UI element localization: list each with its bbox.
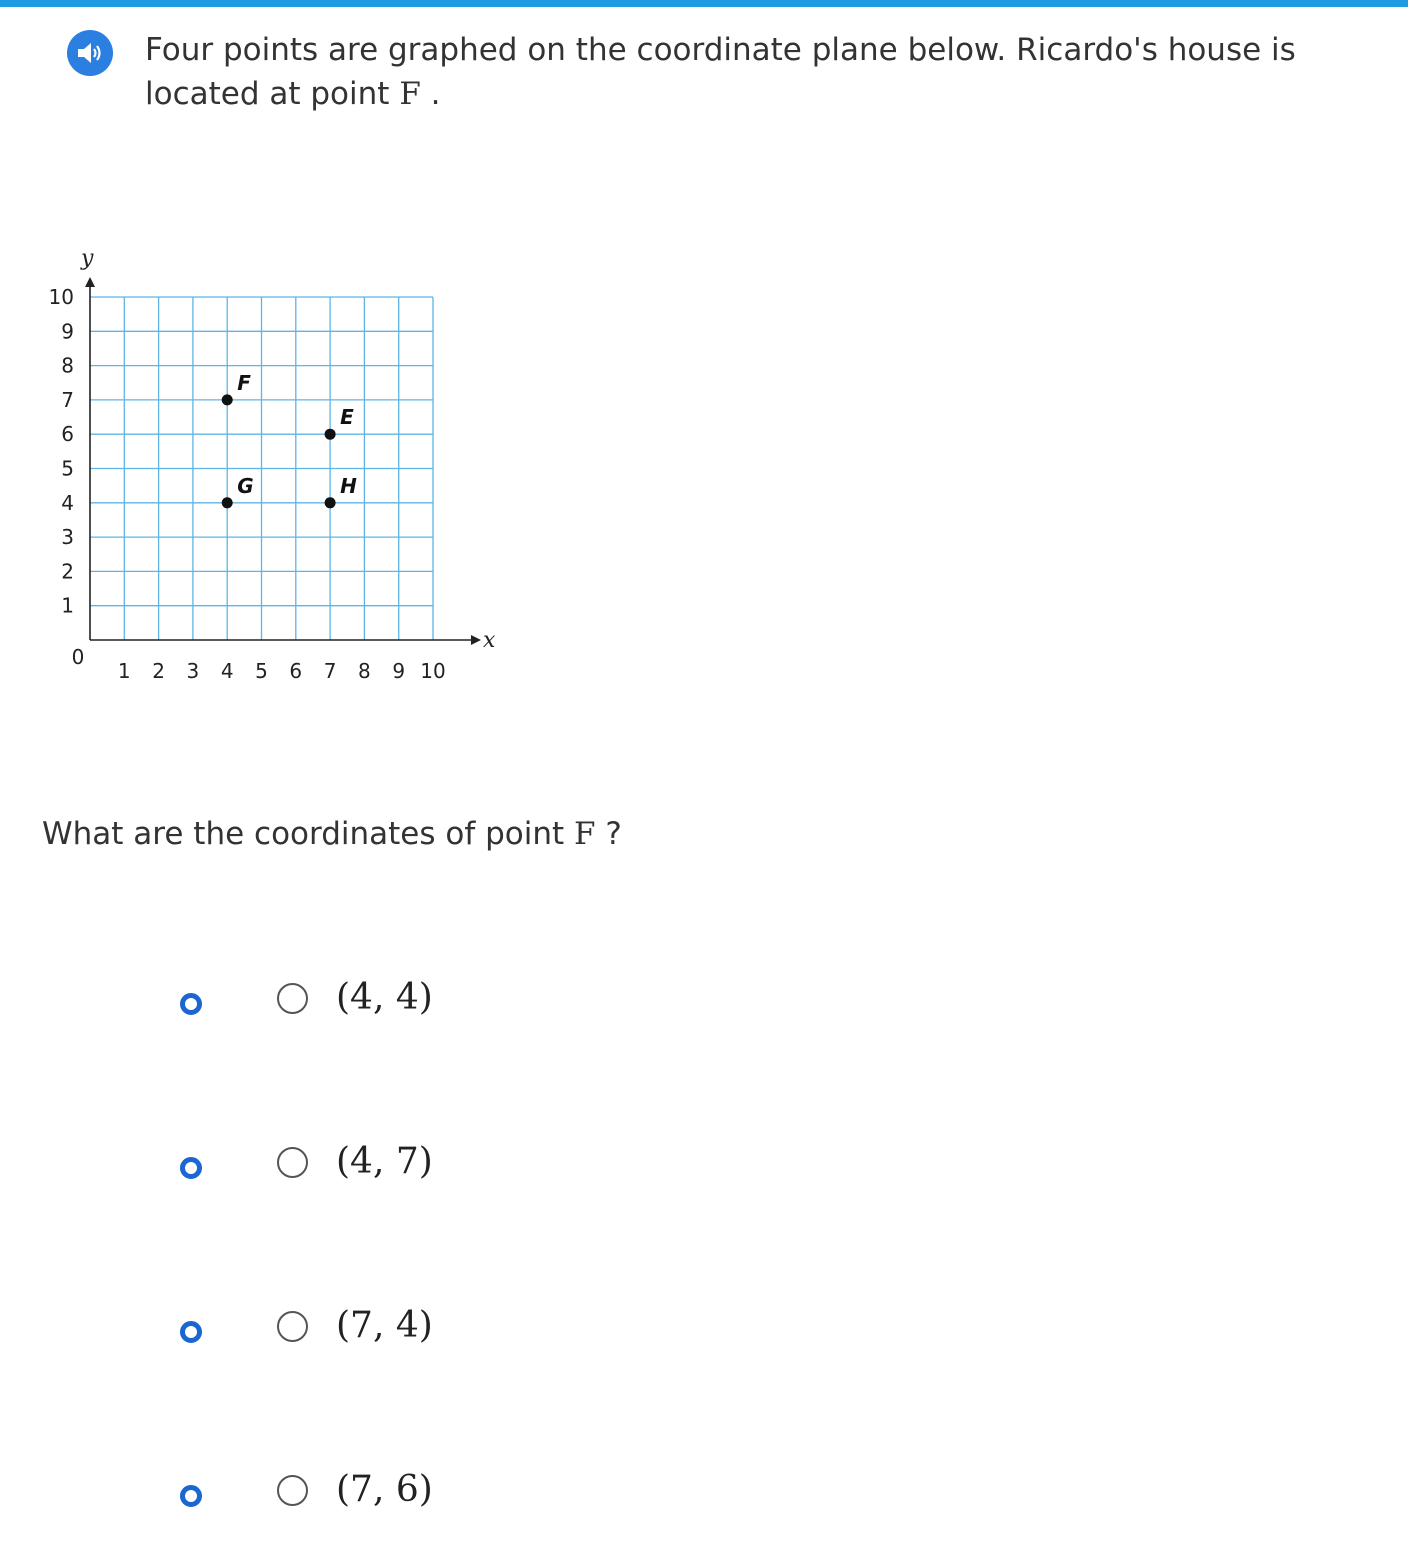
prompt-main: What are the coordinates of point [42,816,565,852]
radio-button[interactable] [277,1147,308,1178]
choice-label: (4, 7) [336,1141,433,1182]
prompt-point-name: F [574,816,596,852]
point-e [325,429,336,440]
point-h [325,497,336,508]
point-label-f: F [237,370,251,395]
choice-label: (4, 4) [336,977,433,1018]
y-tick-label: 7 [61,387,74,412]
speaker-icon [75,40,105,66]
y-tick-label: 5 [61,456,74,481]
x-axis-arrow [471,635,481,645]
x-tick-label: 10 [420,659,446,683]
y-axis-arrow [85,277,95,287]
x-tick-label: 1 [117,659,131,683]
question-point-name: F [399,76,421,112]
y-tick-label: 9 [61,319,74,344]
y-tick-label: 8 [61,353,74,378]
choice-option-1[interactable] [0,968,700,1038]
point-g [222,497,233,508]
point-label-h: H [340,473,357,498]
x-tick-label: 6 [289,659,303,683]
x-axis-label: x [483,628,496,653]
y-tick-label: 10 [48,285,74,309]
prompt-text [42,812,622,856]
y-tick-label: 4 [61,490,74,515]
choice-option-4[interactable] [0,1460,700,1530]
y-tick-label: 6 [61,422,74,447]
x-tick-label: 7 [323,659,337,683]
prompt-end: ? [595,816,622,852]
x-tick-label: 9 [392,659,406,683]
question-end: . [420,76,441,112]
question-intro: Four points are graphed on the coordinate plane below. Ricardo's house is located at point [145,32,1296,112]
y-tick-label: 2 [61,559,74,584]
choice-option-2[interactable] [0,1132,700,1202]
x-tick-label: 5 [255,659,268,683]
radio-button[interactable] [277,1311,308,1342]
x-tick-label: 2 [152,659,165,683]
x-tick-label: 3 [186,659,200,683]
option-marker-icon [180,1157,202,1179]
audio-button[interactable] [67,30,113,76]
y-axis-label: y [81,246,94,271]
option-marker-icon [180,1321,202,1343]
point-label-e: E [340,405,354,430]
x-tick-label: 8 [358,659,371,683]
top-accent-bar [0,0,1408,7]
y-tick-label: 3 [61,525,74,550]
choice-option-3[interactable] [0,1296,700,1366]
radio-button[interactable] [277,983,308,1014]
option-marker-icon [180,993,202,1015]
option-marker-icon [180,1485,202,1507]
question-text [145,28,1375,116]
coordinate-plane [30,230,510,700]
point-f [222,394,233,405]
point-label-g: G [237,473,254,498]
origin-label: 0 [71,645,85,669]
choice-label: (7, 4) [336,1305,433,1346]
y-tick-label: 1 [61,593,74,618]
radio-button[interactable] [277,1475,308,1506]
choice-label: (7, 6) [336,1469,433,1510]
x-tick-label: 4 [220,659,234,683]
